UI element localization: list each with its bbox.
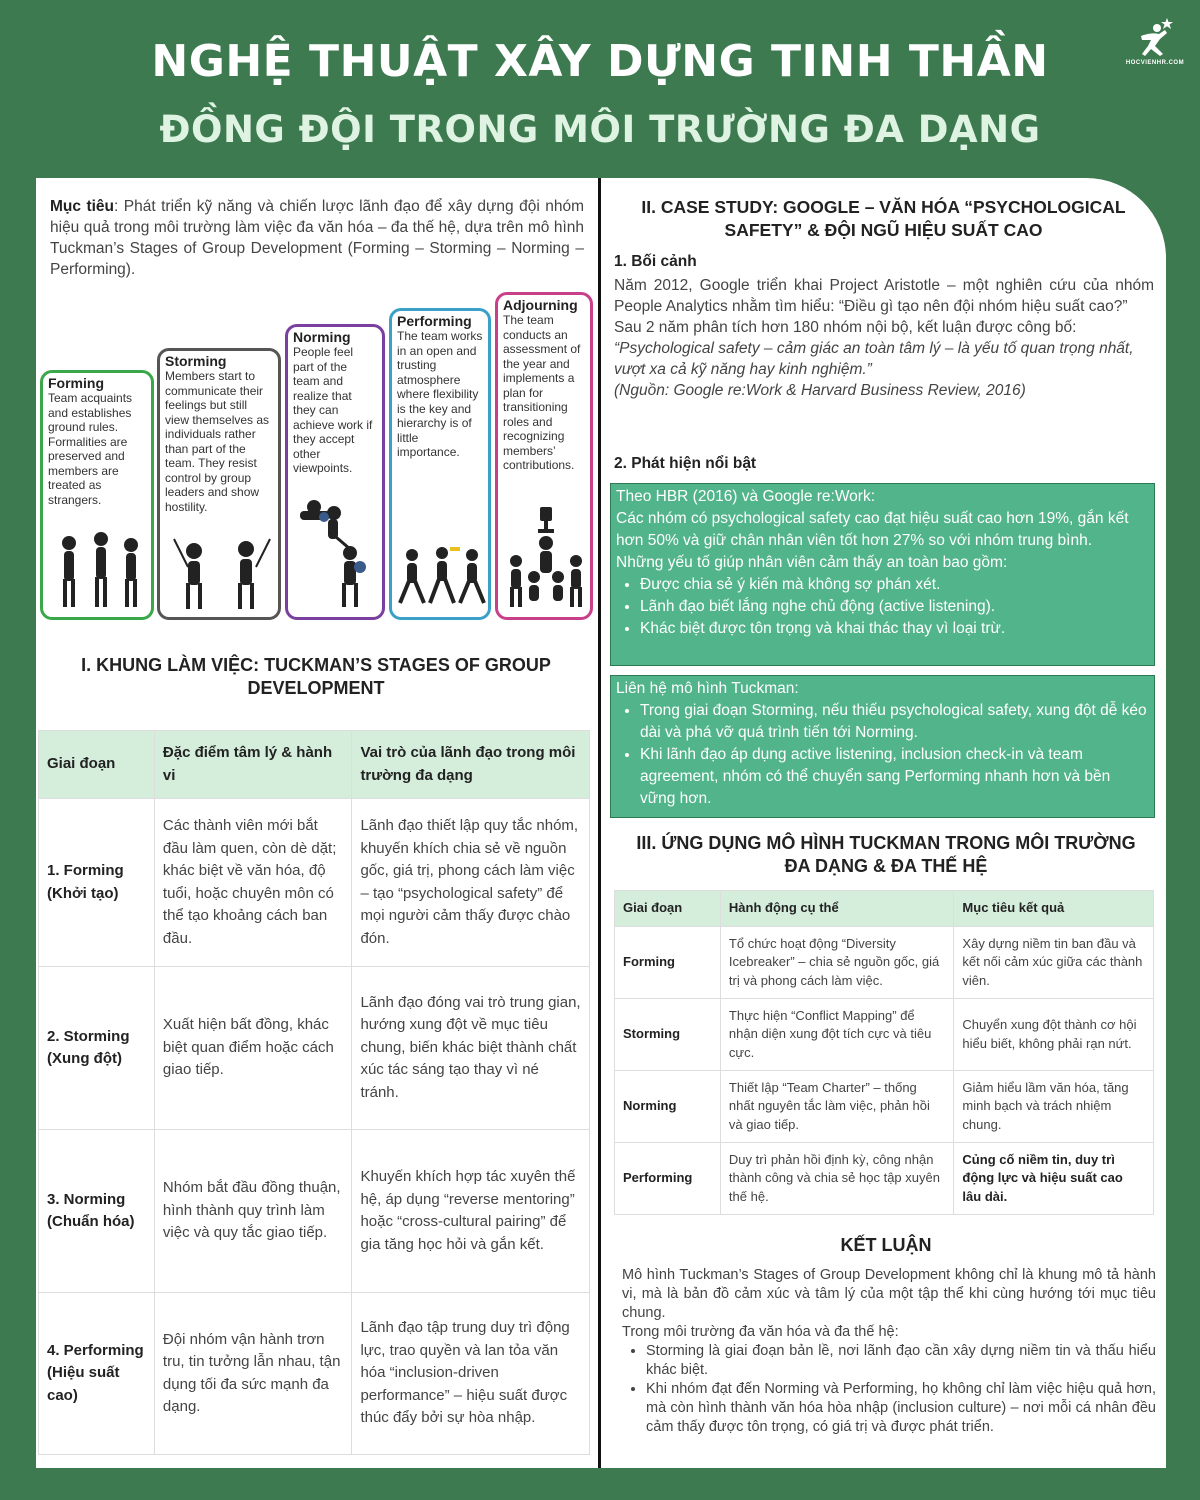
stage-card-storming: [157, 348, 281, 620]
table-row: [39, 967, 590, 1130]
goal-text: : Phát triển kỹ năng và chiến lược lãnh đạo để xây dựng đội nhóm hiệu quả trong môi trường làm việc đa văn hóa – đa thế hệ, dựa trên mô hình Tuckman’s Stages of Group Development (Forming – Storming – Norming – Performing).: [50, 198, 584, 278]
findings-list: [640, 574, 1149, 640]
list-item: • Được chia sẻ ý kiến mà không sợ phán xét.: [640, 574, 1149, 596]
conclusion-text: [622, 1266, 1156, 1437]
stage-cell: Forming: [615, 927, 721, 999]
tuckman-framework-table: [38, 730, 590, 1455]
behavior-cell: Đội nhóm vận hành trơn tru, tin tưởng lẫn nhau, tận dụng tối đa sức mạnh đa dạng.: [154, 1293, 352, 1455]
context-paragraph: Sau 2 năm phân tích hơn 180 nhóm nội bộ, kết luận được công bố:: [614, 319, 1077, 336]
outcome-cell: Xây dựng niềm tin ban đầu và kết nối cảm xúc giữa các thành viên.: [954, 927, 1154, 999]
findings-box: [610, 483, 1155, 666]
stage-cell: 3. Norming (Chuẩn hóa): [39, 1130, 155, 1293]
table-row: [615, 1143, 1154, 1215]
stage-title: Forming: [48, 375, 104, 391]
behavior-cell: Nhóm bắt đầu đồng thuận, hình thành quy trình làm việc và quy tắc giao tiếp.: [154, 1130, 352, 1293]
conclusion-list: [646, 1342, 1156, 1437]
link-line: Liên hệ mô hình Tuckman:: [616, 680, 799, 697]
column-header: Giai đoạn: [39, 731, 155, 799]
goal-label: Mục tiêu: [50, 198, 115, 215]
goal-paragraph: [50, 196, 584, 280]
outcome-cell: Củng cố niềm tin, duy trì động lực và hiệu suất cao lâu dài.: [954, 1143, 1154, 1215]
table-row: [39, 1130, 590, 1293]
leader-role-cell: Lãnh đạo đóng vai trò trung gian, hướng xung đột về mục tiêu chung, biến khác biệt thành chất xúc tác sáng tạo thay vì né tránh.: [352, 967, 590, 1130]
action-cell: Thiết lập “Team Charter” – thống nhất nguyên tắc làm việc, phản hồi và giao tiếp.: [720, 1071, 954, 1143]
behavior-cell: Các thành viên mới bắt đầu làm quen, còn dè dặt; khác biệt về văn hóa, độ tuổi, hoặc chuyên môn có thể tạo khoảng cách ban đầu.: [154, 799, 352, 967]
tuckman-link-box: [610, 675, 1155, 818]
stage-title: Storming: [165, 353, 227, 369]
column-header: Đặc điểm tâm lý & hành vi: [154, 731, 352, 799]
right-column: [606, 178, 1161, 1468]
stage-cell: 4. Performing (Hiệu suất cao): [39, 1293, 155, 1455]
stage-desc: The team works in an open and trusting atmosphere where flexibility is the key and hierarchy is of little importance.: [397, 329, 483, 459]
action-cell: Duy trì phản hồi định kỳ, công nhận thành công và chia sẻ học tập xuyên thế hệ.: [720, 1143, 954, 1215]
list-item: • Storming là giai đoạn bản lề, nơi lãnh đạo cần xây dựng niềm tin và thấu hiểu khác biệt.: [646, 1342, 1156, 1380]
context-quote: “Psychological safety – cảm giác an toàn tâm lý – là yếu tố quan trọng nhất, vượt xa cả kỹ năng hay kinh nghiệm.”: [614, 340, 1134, 378]
stage-desc: Team acquaints and establishes ground rules. Formalities are preserved and members are treated as strangers.: [48, 391, 133, 507]
conclusion-paragraph: Trong môi trường đa văn hóa và đa thế hệ:: [622, 1324, 899, 1340]
page-subtitle: ĐỒNG ĐỘI TRONG MÔI TRƯỜNG ĐA DẠNG: [159, 108, 1041, 151]
stage-title: Norming: [293, 329, 351, 345]
subheading-findings: 2. Phát hiện nổi bật: [614, 455, 757, 472]
climbing-figures-icon: [294, 493, 380, 613]
leader-role-cell: Lãnh đạo tập trung duy trì động lực, trao quyền và lan tỏa văn hóa “inclusion-driven performance” – hiệu suất được thúc đẩy bởi sự hòa nhập.: [352, 1293, 590, 1455]
stage-card-forming: [40, 370, 154, 620]
tuckman-stages-illustration: [36, 288, 596, 628]
findings-line: Theo HBR (2016) và Google re:Work:: [616, 488, 876, 505]
runner-icon: [1133, 16, 1177, 60]
table-row: [615, 927, 1154, 999]
subheading-context: 1. Bối cảnh: [614, 253, 697, 270]
list-item: • Khi lãnh đạo áp dụng active listening, inclusion check-in và team agreement, nhóm có thể chuyển sang Performing nhanh hơn và bền vững hơn.: [640, 744, 1149, 810]
section-2-title: II. CASE STUDY: GOOGLE – VĂN HÓA “PSYCHOLOGICAL SAFETY” & ĐỘI NGŨ HIỆU SUẤT CAO: [641, 197, 1126, 240]
table-header-row: [39, 731, 590, 799]
context-source: (Nguồn: Google re:Work & Harvard Business Review, 2016): [614, 382, 1026, 399]
link-list: [640, 700, 1149, 810]
conclusion-paragraph: Mô hình Tuckman’s Stages of Group Development không chỉ là khung mô tả hành vi, mà là bản đồ cảm xúc và tâm lý của một tập thể khi cùng hướng tới mục tiêu chung.: [622, 1267, 1156, 1321]
celebrating-team-icon: [504, 503, 588, 613]
section-3-title: III. ỨNG DỤNG MÔ HÌNH TUCKMAN TRONG MÔI TRƯỜNG ĐA DẠNG & ĐA THẾ HỆ: [636, 833, 1136, 876]
leader-role-cell: Khuyến khích hợp tác xuyên thế hệ, áp dụng “reverse mentoring” hoặc “cross-cultural pairing” để gia tăng học hỏi và gắn kết.: [352, 1130, 590, 1293]
stage-card-performing: [389, 308, 491, 620]
list-item: • Trong giai đoạn Storming, nếu thiếu psychological safety, xung đột dễ kéo dài và phá vỡ quá trình tiến tới Norming.: [640, 700, 1149, 744]
behavior-cell: Xuất hiện bất đồng, khác biệt quan điểm hoặc cách giao tiếp.: [154, 967, 352, 1130]
stage-cell: Performing: [615, 1143, 721, 1215]
context-paragraph: Năm 2012, Google triển khai Project Aristotle – một nghiên cứu của nhóm People Analytics nhằm tìm hiểu: “Điều gì tạo nên đội nhóm hiệu suất cao?”: [614, 277, 1154, 315]
column-header: Mục tiêu kết quả: [954, 891, 1154, 927]
relay-runners-icon: [398, 543, 486, 613]
conclusion-title: KẾT LUẬN: [840, 1235, 932, 1255]
stage-title: Adjourning: [503, 297, 578, 313]
section-1-title: I. KHUNG LÀM VIỆC: TUCKMAN’S STAGES OF GROUP DEVELOPMENT: [81, 655, 551, 698]
column-header: Hành động cụ thể: [720, 891, 954, 927]
content-card: [36, 178, 1166, 1468]
stage-desc: The team conducts an assessment of the year and implements a plan for transitioning roles and recognizing members’ contributions.: [503, 313, 581, 472]
findings-line: Các nhóm có psychological safety cao đạt hiệu suất cao hơn 19%, gắn kết hơn 50% và giữ chân nhân viên tốt hơn 27% so với nhóm trung bình.: [616, 510, 1129, 549]
list-item: • Khác biệt được tôn trọng và khai thác thay vì loại trừ.: [640, 618, 1149, 640]
table-row: [39, 1293, 590, 1455]
stage-title: Performing: [397, 313, 472, 329]
table-row: [615, 1071, 1154, 1143]
fighting-figures-icon: [166, 533, 276, 613]
column-divider: [598, 178, 601, 1468]
stage-cell: 1. Forming (Khởi tạo): [39, 799, 155, 967]
stage-card-adjourning: [495, 292, 593, 620]
outcome-cell: Giảm hiểu lầm văn hóa, tăng minh bạch và trách nhiệm chung.: [954, 1071, 1154, 1143]
logo-text: HOCVIENHR.COM: [1125, 60, 1185, 66]
left-column: [36, 178, 596, 1468]
stage-card-norming: [285, 324, 385, 620]
stage-desc: People feel part of the team and realize that they can achieve work if they accept other viewpoints.: [293, 345, 373, 475]
page-title: NGHỆ THUẬT XÂY DỰNG TINH THẦN: [151, 36, 1049, 87]
people-figures-icon: [49, 523, 149, 613]
action-cell: Thực hiện “Conflict Mapping” để nhận diện xung đột tích cực và tiêu cực.: [720, 999, 954, 1071]
stage-desc: Members start to communicate their feelings but still view themselves as individuals rather than part of the team. They resist control by group leaders and show hostility.: [165, 369, 270, 514]
column-header: Giai đoạn: [615, 891, 721, 927]
stage-cell: Storming: [615, 999, 721, 1071]
outcome-cell: Chuyển xung đột thành cơ hội hiểu biết, không phải rạn nứt.: [954, 999, 1154, 1071]
table-row: [615, 999, 1154, 1071]
leader-role-cell: Lãnh đạo thiết lập quy tắc nhóm, khuyến khích chia sẻ về nguồn gốc, giá trị, phong cách làm việc – tạo “psychological safety” để mọi người cảm thấy được chào đón.: [352, 799, 590, 967]
column-header: Vai trò của lãnh đạo trong môi trường đa dạng: [352, 731, 590, 799]
list-item: • Khi nhóm đạt đến Norming và Performing, họ không chỉ làm việc hiệu quả hơn, mà còn hình thành văn hóa hòa nhập (inclusion culture) – nơi mỗi cá nhân đều cảm thấy được tôn trọng, có giá trị và được phát triển.: [646, 1380, 1156, 1437]
context-text: [614, 275, 1154, 401]
table-row: [39, 799, 590, 967]
table-header-row: [615, 891, 1154, 927]
brand-logo: [1120, 16, 1190, 82]
list-item: • Lãnh đạo biết lắng nghe chủ động (active listening).: [640, 596, 1149, 618]
stage-cell: Norming: [615, 1071, 721, 1143]
tuckman-application-table: [614, 890, 1154, 1215]
stage-cell: 2. Storming (Xung đột): [39, 967, 155, 1130]
action-cell: Tổ chức hoạt động “Diversity Icebreaker” – chia sẻ nguồn gốc, giá trị và phong cách làm việc.: [720, 927, 954, 999]
findings-line: Những yếu tố giúp nhân viên cảm thấy an toàn bao gồm:: [616, 554, 1008, 571]
